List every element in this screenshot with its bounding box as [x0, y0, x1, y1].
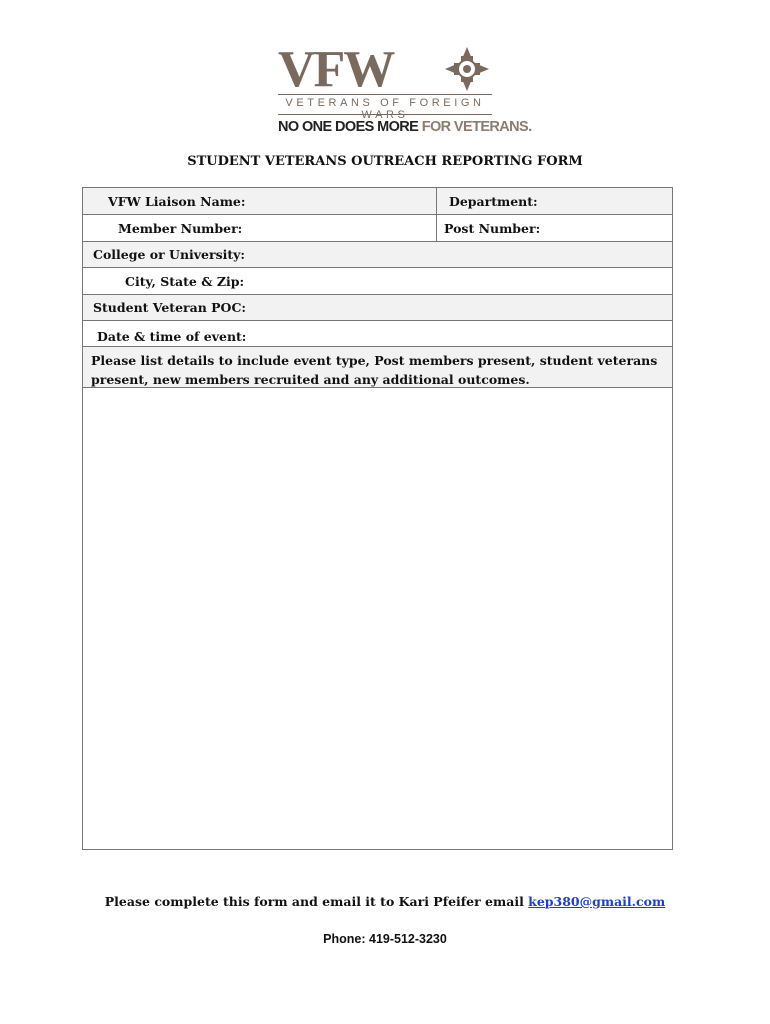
department-field[interactable] — [538, 190, 668, 212]
vfw-logo — [278, 41, 532, 140]
city-state-zip-field[interactable] — [238, 270, 668, 292]
date-time-label: Date & time of event: — [97, 329, 247, 344]
row-city — [83, 268, 672, 295]
college-field[interactable] — [238, 244, 668, 265]
reporting-form — [82, 187, 673, 850]
tagline-part1: NO ONE DOES MORE — [278, 119, 419, 135]
row-member-post — [83, 215, 672, 242]
college-label: College or University: — [93, 247, 246, 262]
email-link[interactable]: kep380@gmail.com — [528, 894, 666, 909]
member-number-field[interactable] — [238, 217, 433, 239]
logo-divider-bottom — [278, 114, 492, 115]
date-time-field[interactable] — [248, 323, 668, 344]
liaison-name-field[interactable] — [238, 190, 433, 212]
member-number-label: Member Number: — [118, 221, 243, 236]
logo-tagline — [278, 119, 532, 135]
details-textarea[interactable] — [83, 388, 672, 849]
row-liaison-department — [83, 188, 672, 215]
logo-org-name: VETERANS OF FOREIGN WARS — [285, 97, 485, 121]
post-number-field[interactable] — [538, 217, 668, 239]
department-label: Department: — [449, 194, 538, 209]
column-divider — [436, 188, 437, 242]
vfw-cross-emblem-icon — [444, 46, 490, 92]
city-state-zip-label: City, State & Zip: — [125, 274, 245, 289]
post-number-label: Post Number: — [444, 221, 541, 236]
form-title: STUDENT VETERANS OUTREACH REPORTING FORM — [187, 154, 583, 169]
tagline-part2: FOR VETERANS. — [421, 119, 532, 135]
footer-instruction-text: Please complete this form and email it to Kari Pfeifer email — [104, 894, 529, 909]
row-details-prompt — [83, 347, 672, 388]
row-date-time — [83, 321, 672, 347]
phone-number: Phone: 419-512-3230 — [323, 932, 447, 946]
row-student-poc — [83, 295, 672, 321]
student-poc-label: Student Veteran POC: — [93, 300, 247, 315]
footer-instruction — [0, 894, 770, 909]
student-poc-field[interactable] — [238, 297, 668, 318]
logo-wordmark: VFW — [278, 41, 394, 98]
row-college — [83, 242, 672, 268]
logo-divider-top — [278, 94, 492, 95]
details-prompt: Please list details to include event type, Post members present, student veterans present, new members recruited and any additional outcomes. — [91, 353, 658, 387]
liaison-name-label: VFW Liaison Name: — [108, 194, 246, 209]
